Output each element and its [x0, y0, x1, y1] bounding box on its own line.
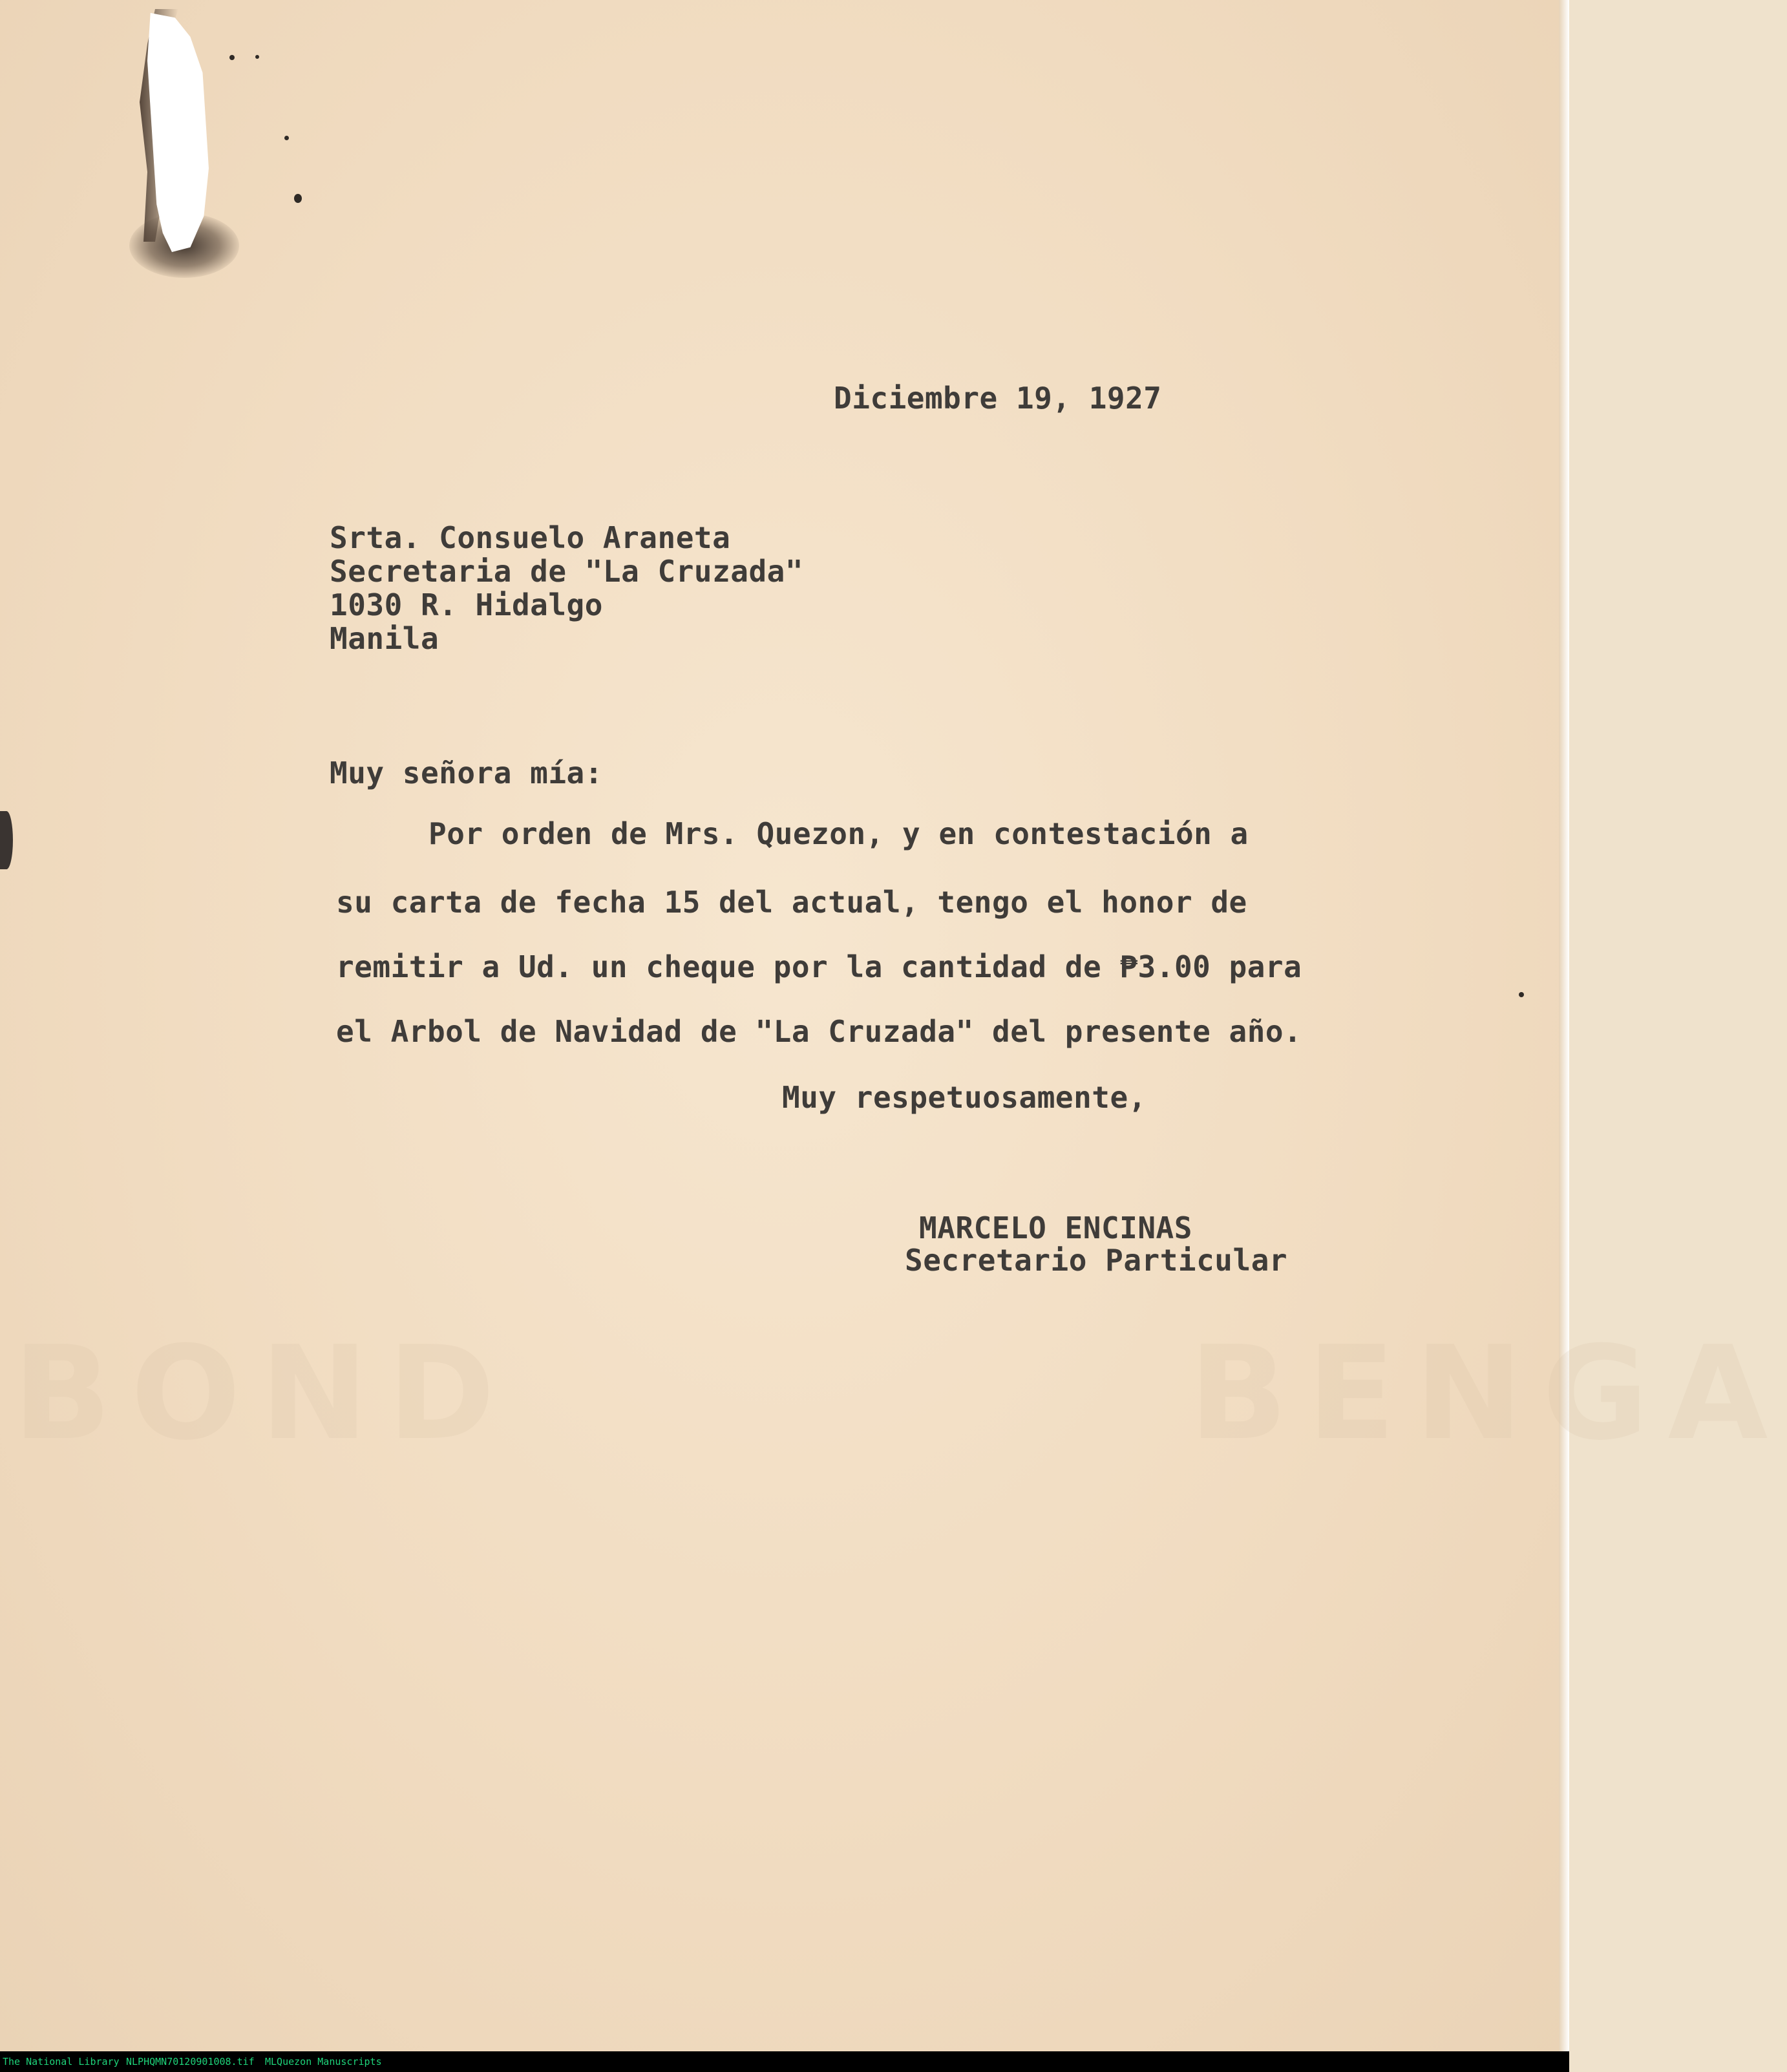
body-line: remitir a Ud. un cheque por la cantidad de ₱3.00 para [336, 949, 1302, 984]
letter-date: Diciembre 19, 1927 [834, 381, 1162, 416]
ink-speck [1519, 992, 1524, 997]
ink-speck [229, 55, 235, 60]
page-edge [1559, 0, 1569, 2051]
salutation: Muy señora mía: [330, 756, 603, 790]
footer-file: NLPHQMN70120901008.tif [126, 2056, 255, 2067]
footer-collection: MLQuezon Manuscripts [265, 2056, 382, 2067]
ink-speck [255, 55, 259, 59]
archive-footer [0, 2051, 1569, 2072]
closing: Muy respetuosamente, [782, 1080, 1147, 1115]
footer-library: The National Library [3, 2056, 120, 2067]
recipient-name: Srta. Consuelo Araneta [330, 520, 731, 555]
watermark-right: BENGA [1189, 1318, 1787, 1469]
ink-speck [294, 194, 302, 203]
ink-speck [284, 136, 289, 140]
recipient-street: 1030 R. Hidalgo [330, 587, 603, 622]
body-line: Por orden de Mrs. Quezon, y en contestación a [428, 816, 1249, 851]
body-line: su carta de fecha 15 del actual, tengo el honor de [336, 885, 1247, 920]
recipient-city: Manila [330, 621, 439, 656]
signer-title: Secretario Particular [905, 1243, 1288, 1278]
recipient-title: Secretaria de "La Cruzada" [330, 554, 804, 589]
edge-mark [0, 811, 13, 869]
body-line: el Arbol de Navidad de "La Cruzada" del presente año. [336, 1014, 1302, 1049]
watermark-left: BOND [13, 1318, 514, 1469]
signer-name: MARCELO ENCINAS [919, 1210, 1192, 1245]
